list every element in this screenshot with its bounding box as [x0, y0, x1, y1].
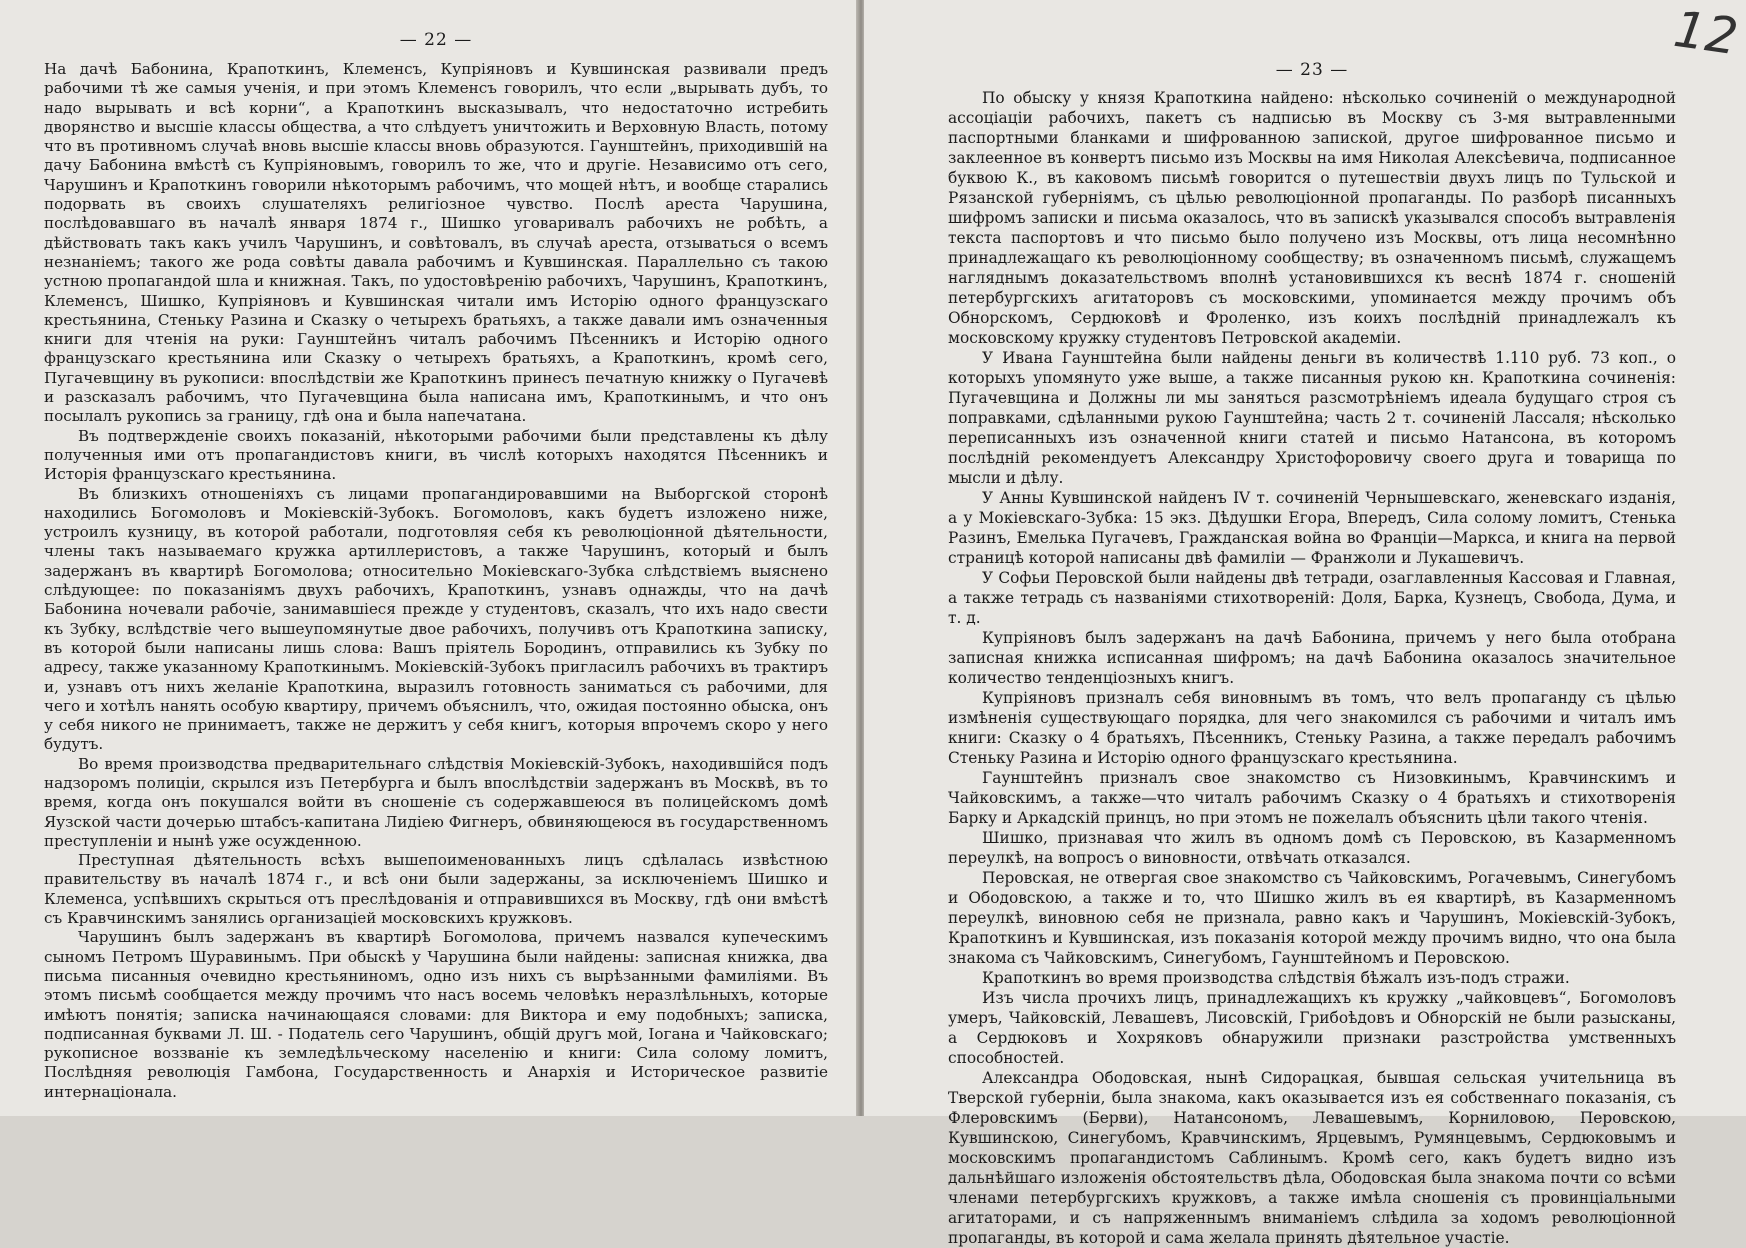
paragraph: Перовская, не отвергая свое знакомство съ Чайковскимъ, Рогачевымъ, Синегубомъ и Ободовскою, а также и то, что Шишко жилъ въ ея квартирѣ, въ Казарменномъ переулкѣ, виновною себя не признала, равно какъ и Чарушинъ, Мокіевскій-Зубокъ, Крапоткинъ и Кувшинская, изъ показанія которой между прочимъ видно, что она была знакома съ Чайковскимъ, Синегубомъ, Гаунштейномъ и Перовскою.	[948, 869, 1676, 967]
paragraph: Во время производства предварительнаго слѣдствія Мокіевскій-Зубокъ, находившійся подъ надзоромъ полиціи, скрылся изъ Петербурга и былъ впослѣдствіи задержанъ въ Москвѣ, въ то время, когда онъ покушался войти въ сношеніе съ содержавшеюся въ полицейскомъ домѣ Яузской части дочерью штабсъ-капитана Лидіею Фигнеръ, обвиняющеюся въ государственномъ преступленіи и нынѣ уже осужденною.	[44, 754, 828, 850]
paragraph: У Ивана Гаунштейна были найдены деньги въ количествѣ 1.110 руб. 73 коп., о которыхъ упомянуто уже выше, а также писанныя рукою кн. Крапоткина сочиненія: Пугачевщина и Должны ли мы заняться разсмотрѣніемъ идеала будущаго строя съ поправками, сдѣланными рукою Гаунштейна; часть 2 т. сочиненій Лассаля; нѣсколько переписанныхъ изъ означенной книги статей и письмо Натансона, въ которомъ послѣдній рекомендуетъ Александру Христофоровичу своего друга и товарища по мысли и дѣлу.	[948, 349, 1676, 487]
paragraph: На дачѣ Бабонина, Крапоткинъ, Клеменсъ, Купріяновъ и Кувшинская развивали предъ рабочими тѣ же самыя ученія, и при этомъ Клеменсъ говорилъ, что если „вырывать дубъ, то надо вырывать и всѣ корни“, а Крапоткинъ высказывалъ, что недостаточно истребить дворянство и высшіе классы общества, а что слѣдуетъ уничтожить и Верховную Власть, потому что въ противномъ случаѣ вновь высшіе классы вновь образуются. Гаунштейнъ, приходившій на дачу Бабонина вмѣстѣ съ Купріяновымъ, говорилъ то же, что и другіе. Независимо отъ сего, Чарушинъ и Крапоткинъ говорили нѣкоторымъ рабочимъ, что мощей нѣтъ, и вообще старались подорвать въ своихъ слушателяхъ религіозное чувство. Послѣ ареста Чарушина, послѣдовавшаго въ началѣ января 1874 г., Шишко уговаривалъ рабочихъ не робѣть, а дѣйствовать такъ какъ училъ Чарушинъ, и совѣтовалъ, въ случаѣ ареста, отзываться о всемъ незнаніемъ; такого же рода совѣты давала рабочимъ и Кувшинская. Параллельно съ такою устною пропагандой шла и книжная. Такъ, по удостовѣренію рабочихъ, Чарушинъ, Крапоткинъ, Клеменсъ, Шишко, Купріяновъ и Кувшинская читали имъ Исторію одного французскаго крестьянина, Стеньку Разина и Сказку о четырехъ братьяхъ, а также давали имъ означенныя книги для чтенія на руки: Гаунштейнъ читалъ рабочимъ Пѣсенникъ и Исторію одного французскаго крестьянина или Сказку о четырехъ братьяхъ, а Крапоткинъ, кромѣ сего, Пугачевщину въ рукописи: впослѣдствіи же Крапоткинъ принесъ печатную книжку о Пугачевѣ и разсказалъ рабочимъ, что Пугачевщина была написана имъ, Крапоткинымъ, и что онъ посылалъ рукопись за границу, гдѣ она и была напечатана.	[44, 60, 828, 426]
paragraph: Купріяновъ призналъ себя виновнымъ въ томъ, что велъ пропаганду съ цѣлью измѣненія существующаго порядка, для чего знакомился съ рабочими и читалъ имъ книги: Сказку о 4 братьяхъ, Пѣсенникъ, Стеньку Разина, а также передалъ рабочимъ Стеньку Разина и Исторію одного французскаго крестьянина.	[948, 689, 1676, 767]
right-page	[864, 0, 1746, 1247]
paragraph: Преступная дѣятельность всѣхъ вышепоименованныхъ лицъ сдѣлалась извѣстною правительству въ началѣ 1874 г., и всѣ они были задержаны, за исключеніемъ Шишко и Клеменса, успѣвшихъ скрыться отъ преслѣдованія и отправившихся въ Москву, гдѣ они вмѣстѣ съ Кравчинскимъ занялись организаціей московскихъ кружковъ.	[44, 851, 828, 928]
paragraph: Гаунштейнъ призналъ свое знакомство съ Низовкинымъ, Кравчинскимъ и Чайковскимъ, а также—что читалъ рабочимъ Сказку о 4 братьяхъ и стихотворенія Барку и Аркадскій принцъ, но при этомъ не пожелалъ объяснить цѣли такого чтенія.	[948, 769, 1676, 827]
paragraph: Въ близкихъ отношеніяхъ съ лицами пропагандировавшими на Выборгской сторонѣ находились Богомоловъ и Мокіевскій-Зубокъ. Богомоловъ, какъ будетъ изложено ниже, устроилъ кузницу, въ которой работали, подготовляя себя къ революціонной дѣятельности, члены такъ называемаго кружка артиллеристовъ, а также Чарушинъ, который и былъ задержанъ въ квартирѣ Богомолова; относительно Мокіевскаго-Зубка слѣдствіемъ выяснено слѣдующее: по показаніямъ двухъ рабочихъ, Крапоткинъ, узнавъ однажды, что на дачѣ Бабонина ночевали рабочіе, занимавшіеся прежде у студентовъ, сказалъ, что ихъ надо свести къ Зубку, вслѣдствіе чего вышеупомянутые двое рабочихъ, получивъ отъ Крапоткина записку, въ которой были написаны лишь слова: Вашъ пріятель Бородинъ, отправились къ Зубку по адресу, также указанному Крапоткинымъ. Мокіевскій-Зубокъ пригласилъ рабочихъ въ трактиръ и, узнавъ отъ нихъ желаніе Крапоткина, выразилъ готовность заниматься съ рабочими, для чего и хотѣлъ нанять особую квартиру, причемъ объяснилъ, что, ожидая постоянно обыска, онъ у себя никого не принимаетъ, также не держитъ у себя книгъ, которыя впрочемъ скоро у него будутъ.	[44, 484, 828, 754]
paragraph: У Софьи Перовской были найдены двѣ тетради, озаглавленныя Кассовая и Главная, а также тетрадь съ названіями стихотвореній: Доля, Барка, Кузнецъ, Свобода, Дума, и т. д.	[948, 569, 1676, 627]
page-number-right: — 23 —	[1275, 60, 1349, 80]
left-page-text	[44, 60, 828, 1102]
right-page-text	[948, 88, 1676, 1248]
paragraph: У Анны Кувшинской найденъ IV т. сочиненій Чернышевскаго, женевскаго изданія, а у Мокіевскаго-Зубка: 15 экз. Дѣдушки Егора, Впередъ, Сила солому ломитъ, Стенька Разинъ, Емелька Пугачевъ, Гражданская война во Франціи—Маркса, и книга на первой страницѣ которой написаны двѣ фамиліи — Франжоли и Лукашевичъ.	[948, 489, 1676, 567]
paragraph: Александра Ободовская, нынѣ Сидорацкая, бывшая сельская учительница въ Тверской губерніи, была знакома, какъ оказывается изъ ея собственнаго показанія, съ Флеровскимъ (Берви), Натансономъ, Левашевымъ, Корниловою, Перовскою, Кувшинскою, Синегубомъ, Кравчинскимъ, Ярцевымъ, Румянцевымъ, Сердюковымъ и московскимъ пропагандистомъ Саблинымъ. Кромѣ сего, какъ будетъ видно изъ дальнѣйшаго изложенія обстоятельствъ дѣла, Ободовская была знакома почти со всѣми членами петербургскихъ кружковъ, а также имѣла сношенія съ провинціальными агитаторами, и съ напряженнымъ вниманіемъ слѣдила за ходомъ революціонной пропаганды, въ которой и сама желала принять дѣятельное участіе.	[948, 1069, 1676, 1247]
paragraph: Въ подтвержденіе своихъ показаній, нѣкоторыми рабочими были представлены къ дѣлу полученныя ими отъ пропагандистовъ книги, въ числѣ которыхъ находятся Пѣсенникъ и Исторія французскаго крестьянина.	[44, 426, 828, 484]
paragraph: Крапоткинъ во время производства слѣдствія бѣжалъ изъ-подъ стражи.	[982, 969, 1570, 987]
paragraph: Чарушинъ былъ задержанъ въ квартирѣ Богомолова, причемъ назвался купеческимъ сыномъ Петромъ Шуравинымъ. При обыскѣ у Чарушина были найдены: записная книжка, два письма писанныя очевидно крестьяниномъ, одно изъ нихъ съ вырѣзанными фамиліями. Въ этомъ письмѣ сообщается между прочимъ что насъ восемь человѣкъ неразлѣльныхъ, которые имѣютъ понятія; записка начинающаяся словами: для Виктора и ему подобныхъ; записка, подписанная буквами Л. Ш. - Податель сего Чарушинъ, общій другъ мой, Іогана и Чайковскаго; рукописное воззваніе къ земледѣльческому населенію и книги: Сила солому ломитъ, Послѣдняя революція Гамбона, Государственность и Анархія и Историческое развитіе интернаціонала.	[44, 928, 828, 1101]
left-page	[0, 0, 858, 1116]
paragraph: По обыску у князя Крапоткина найдено: нѣсколько сочиненій о международной ассоціаціи рабочихъ, пакетъ съ надписью въ Москву съ 3-мя вытравленными паспортными бланками и шифрованною запиской, другое шифрованное письмо и заклеенное въ конвертъ письмо изъ Москвы на имя Николая Алексѣевича, подписанное буквою К., въ каковомъ письмѣ говорится о путешествіи двухъ лицъ по Тульской и Рязанской губерніямъ, съ цѣлью революціонной пропаганды. По разборѣ писанныхъ шифромъ записки и письма оказалось, что въ запискѣ указывался способъ вытравленія текста паспортовъ и что письмо было получено изъ Москвы, отъ лица несомнѣнно принадлежащаго къ революціонному сообществу; въ означенномъ письмѣ, служащемъ нагляднымъ доказательствомъ вполнѣ установившихся къ веснѣ 1874 г. сношеній петербургскихъ агитаторовъ съ московскими, упоминается между прочимъ объ Обнорскомъ, Сердюковѣ и Фроленко, изъ коихъ послѣдній принадлежалъ къ московскому кружку студентовъ Петровской академіи.	[948, 89, 1676, 347]
handwritten-page-mark: 12	[1670, 0, 1742, 67]
paragraph: Купріяновъ былъ задержанъ на дачѣ Бабонина, причемъ у него была отобрана записная книжка исписанная шифромъ; на дачѣ Бабонина оказалось значительное количество тенденціозныхъ книгъ.	[948, 629, 1676, 687]
paragraph: Изъ числа прочихъ лицъ, принадлежащихъ къ кружку „чайковцевъ“, Богомоловъ умеръ, Чайковскій, Левашевъ, Лисовскій, Грибоѣдовъ и Обнорскій не были разысканы, а Сердюковъ и Хохряковъ обнаружили признаки разстройства умственныхъ способностей.	[948, 989, 1676, 1067]
page-number-left: — 22 —	[399, 30, 473, 50]
paragraph: Шишко, признавая что жилъ въ одномъ домѣ съ Перовскою, въ Казарменномъ переулкѣ, на вопросъ о виновности, отвѣчать отказался.	[948, 829, 1676, 867]
